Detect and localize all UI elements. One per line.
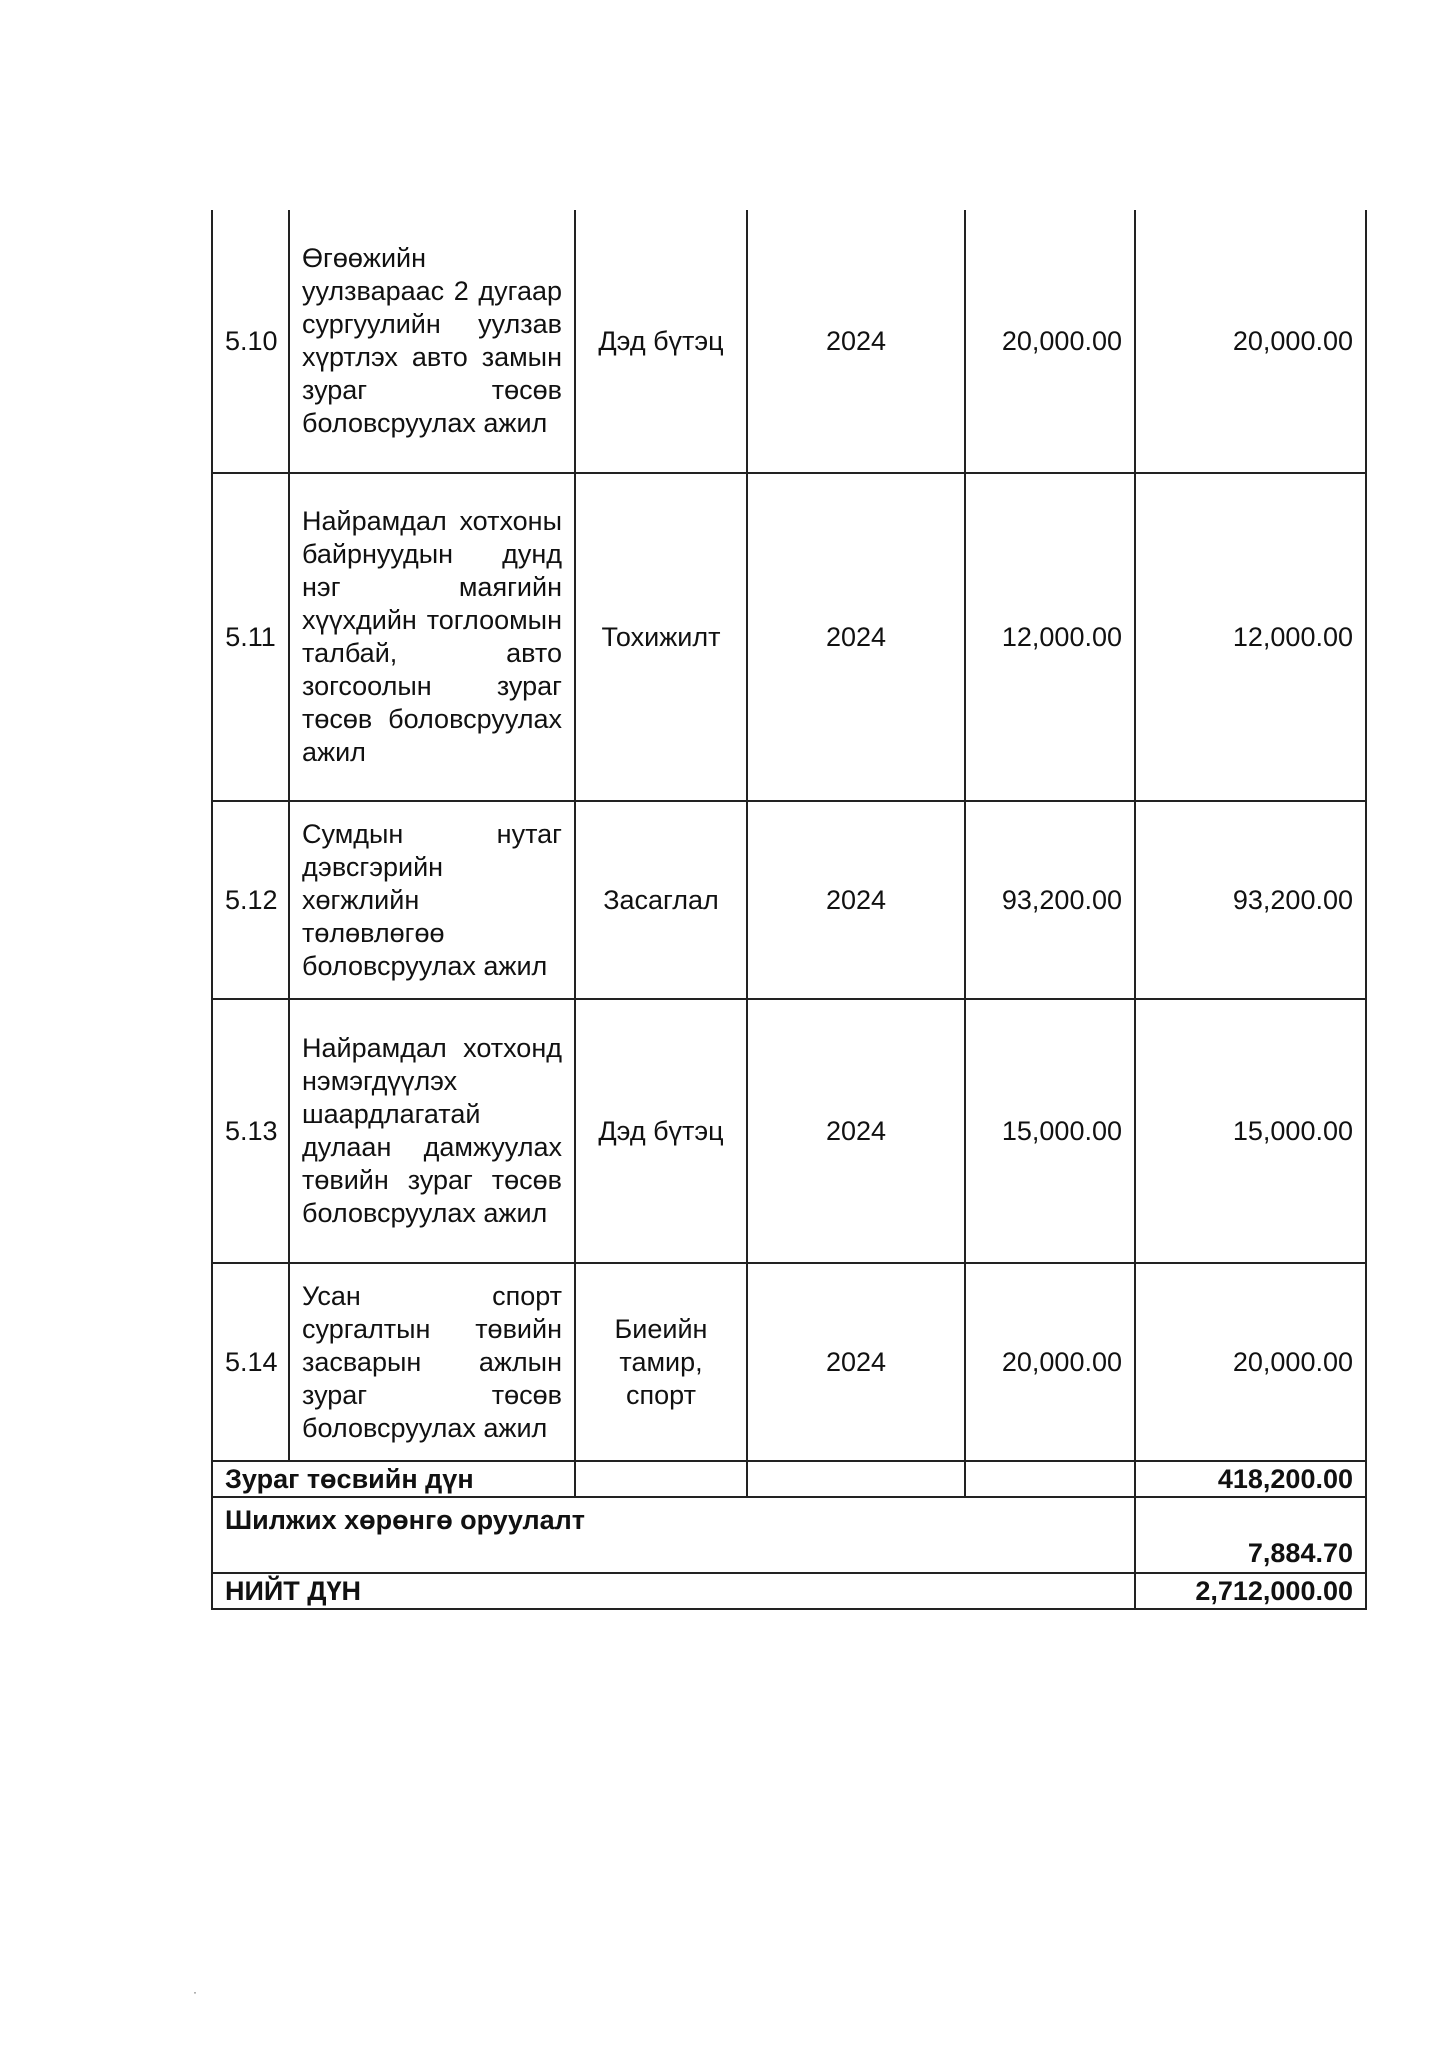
grand-total-row: [212, 1573, 1366, 1609]
project-total: 20,000.00: [1135, 210, 1366, 473]
project-year: 2024: [747, 801, 965, 999]
design-total-value: 418,200.00: [1135, 1461, 1366, 1497]
project-sector: Биеийн тамир, спорт: [575, 1263, 747, 1461]
project-year: 2024: [747, 210, 965, 473]
transfer-value: 7,884.70: [1135, 1497, 1366, 1573]
row-number: 5.12: [212, 801, 289, 999]
project-year: 2024: [747, 1263, 965, 1461]
project-total: 93,200.00: [1135, 801, 1366, 999]
project-total: 15,000.00: [1135, 999, 1366, 1263]
design-total-row: [212, 1461, 1366, 1497]
project-total: 12,000.00: [1135, 473, 1366, 801]
row-number: 5.11: [212, 473, 289, 801]
project-year: 2024: [747, 473, 965, 801]
project-sector: Дэд бүтэц: [575, 999, 747, 1263]
scan-speck: ·: [193, 1985, 197, 1999]
transfer-label: Шилжих хөрөнгө оруулалт: [212, 1497, 1135, 1573]
project-total: 20,000.00: [1135, 1263, 1366, 1461]
project-name: Өгөөжийн уулзвараас 2 дугаар сургуулийн уулзав хүртлэх авто замын зураг төсөв боловсруулах ажил: [289, 210, 575, 473]
project-sector: Тохижилт: [575, 473, 747, 801]
project-amount: 20,000.00: [965, 1263, 1135, 1461]
project-year: 2024: [747, 999, 965, 1263]
table-row: [212, 1263, 1366, 1461]
row-number: 5.14: [212, 1263, 289, 1461]
table-row: [212, 473, 1366, 801]
budget-table: [211, 210, 1367, 1610]
grand-total-label: НИЙТ ДҮН: [212, 1573, 1135, 1609]
table-row: [212, 801, 1366, 999]
project-amount: 20,000.00: [965, 210, 1135, 473]
transfer-row: [212, 1497, 1366, 1573]
project-sector: Дэд бүтэц: [575, 210, 747, 473]
design-total-label: Зураг төсвийн дүн: [212, 1461, 575, 1497]
project-sector: Засаглал: [575, 801, 747, 999]
project-amount: 93,200.00: [965, 801, 1135, 999]
project-name: Усан спорт сургалтын төвийн засварын ажлын зураг төсөв боловсруулах ажил: [289, 1263, 575, 1461]
project-name: Сумдын нутаг дэвсгэрийн хөгжлийн төлөвлөгөө боловсруулах ажил: [289, 801, 575, 999]
table-row: [212, 210, 1366, 473]
row-number: 5.13: [212, 999, 289, 1263]
project-amount: 15,000.00: [965, 999, 1135, 1263]
empty-cell: [575, 1461, 747, 1497]
project-amount: 12,000.00: [965, 473, 1135, 801]
grand-total-value: 2,712,000.00: [1135, 1573, 1366, 1609]
row-number: 5.10: [212, 210, 289, 473]
empty-cell: [965, 1461, 1135, 1497]
project-name: Найрамдал хотхоны байрнуудын дунд нэг маягийн хүүхдийн тоглоомын талбай, авто зогсоолын зураг төсөв боловсруулах ажил: [289, 473, 575, 801]
project-name: Найрамдал хотхонд нэмэгдүүлэх шаардлагатай дулаан дамжуулах төвийн зураг төсөв боловсруулах ажил: [289, 999, 575, 1263]
table-row: [212, 999, 1366, 1263]
empty-cell: [747, 1461, 965, 1497]
